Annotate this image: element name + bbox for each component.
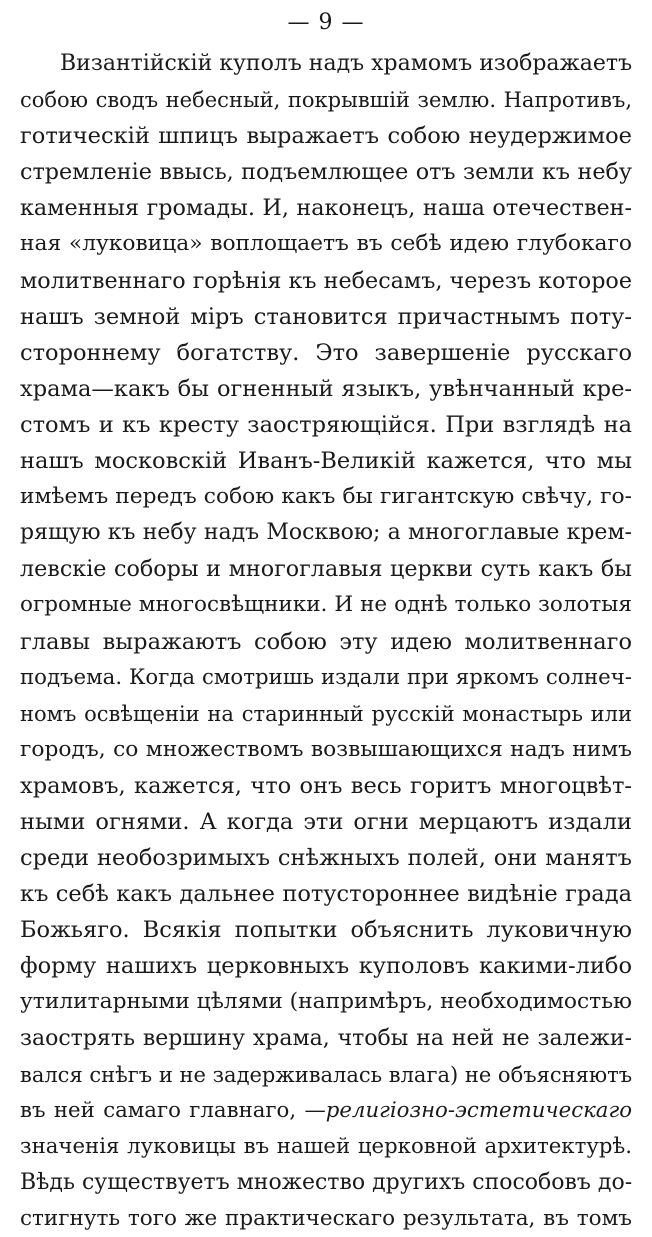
- text-line: городъ, со множествомъ возвышающихся надъ нимъ: [20, 736, 632, 762]
- text-line: подъема. Когда смотришь издали при яркомъ солнеч-: [20, 664, 632, 690]
- text-line: стигнуть того же практическаго результата, въ томъ: [20, 1206, 632, 1231]
- text-line: къ себѣ какъ дальнее потустороннее видѣніе града: [20, 881, 632, 908]
- text-line: готическій шпицъ выражаетъ собою неудержимое: [20, 123, 632, 150]
- text-line: левскіе соборы и многоглавыя церкви суть какъ бы: [20, 556, 632, 583]
- text-line-start: въ ней самаго главнаго, —: [20, 1097, 326, 1123]
- text-line: вался снѣгъ и не задерживалась влага) не объясняютъ: [20, 1062, 633, 1087]
- text-line: ная «луковица» воплощаетъ въ себѣ идею глубокаго: [20, 231, 632, 257]
- text-line: главы выражаютъ собою эту идею молитвеннаго: [20, 628, 632, 655]
- text-line: Божьяго. Всякія попытки объяснить луковичную: [20, 917, 632, 944]
- text-line: огромные многосвѣщники. И не однѣ только золотыя: [20, 592, 632, 618]
- italic-phrase: религіозно-эстетическаго: [325, 1097, 632, 1123]
- text-line: среди необозримыхъ снѣжныхъ полей, они манятъ: [20, 845, 632, 872]
- text-line: собою сводъ небесный, покрывшій землю. Напротивъ,: [20, 88, 632, 113]
- text-line: ными огнями. А когда эти огни мерцаютъ издали: [20, 808, 632, 835]
- text-line-with-italic: [20, 1093, 632, 1129]
- text-line: утилитарными цѣлями (напримѣръ, необходимостью: [20, 989, 632, 1015]
- text-line: нашъ земной міръ становится причастнымъ поту-: [20, 303, 632, 330]
- text-line: молитвеннаго горѣнія къ небесамъ, черезъ которое: [20, 267, 632, 294]
- body-text: [20, 46, 632, 1237]
- text-line: стремленіе ввысь, подъемлющее отъ земли къ небу: [20, 159, 632, 186]
- text-line: стороннему богатству. Это завершеніе русскаго: [20, 339, 632, 366]
- text-line: номъ освѣщеніи на старинный русскій монастырь или: [20, 701, 632, 726]
- text-line: значенія луковицы въ нашей церковной архитектурѣ.: [20, 1133, 632, 1159]
- text-line: имѣемъ передъ собою какъ бы гигантскую свѣчу, го-: [20, 484, 632, 510]
- text-line: нашъ московскій Иванъ-Великій кажется, что мы: [20, 448, 632, 475]
- text-line: заострять вершину храма, чтобы на ней не залежи-: [20, 1025, 632, 1051]
- text-line: форму нашихъ церковныхъ куполовъ какими-либо: [20, 953, 632, 980]
- text-line: Вѣдь существуетъ множество другихъ способовъ до-: [20, 1169, 633, 1195]
- text-line: рящую къ небу надъ Москвою; а многоглавые крем-: [20, 520, 632, 546]
- page-number: — 9 —: [287, 10, 365, 35]
- text-line: храма—какъ бы огненный языкъ, увѣнчанный кре-: [20, 375, 632, 402]
- text-line: храмовъ, кажется, что онъ весь горитъ многоцвѣт-: [20, 772, 632, 799]
- text-line: стомъ и къ кресту заостряющійся. При взглядѣ на: [20, 411, 632, 438]
- text-line: каменныя громады. И, наконецъ, наша отечествен-: [20, 195, 632, 222]
- text-line: Византійскій куполъ надъ храмомъ изображаетъ: [60, 51, 633, 76]
